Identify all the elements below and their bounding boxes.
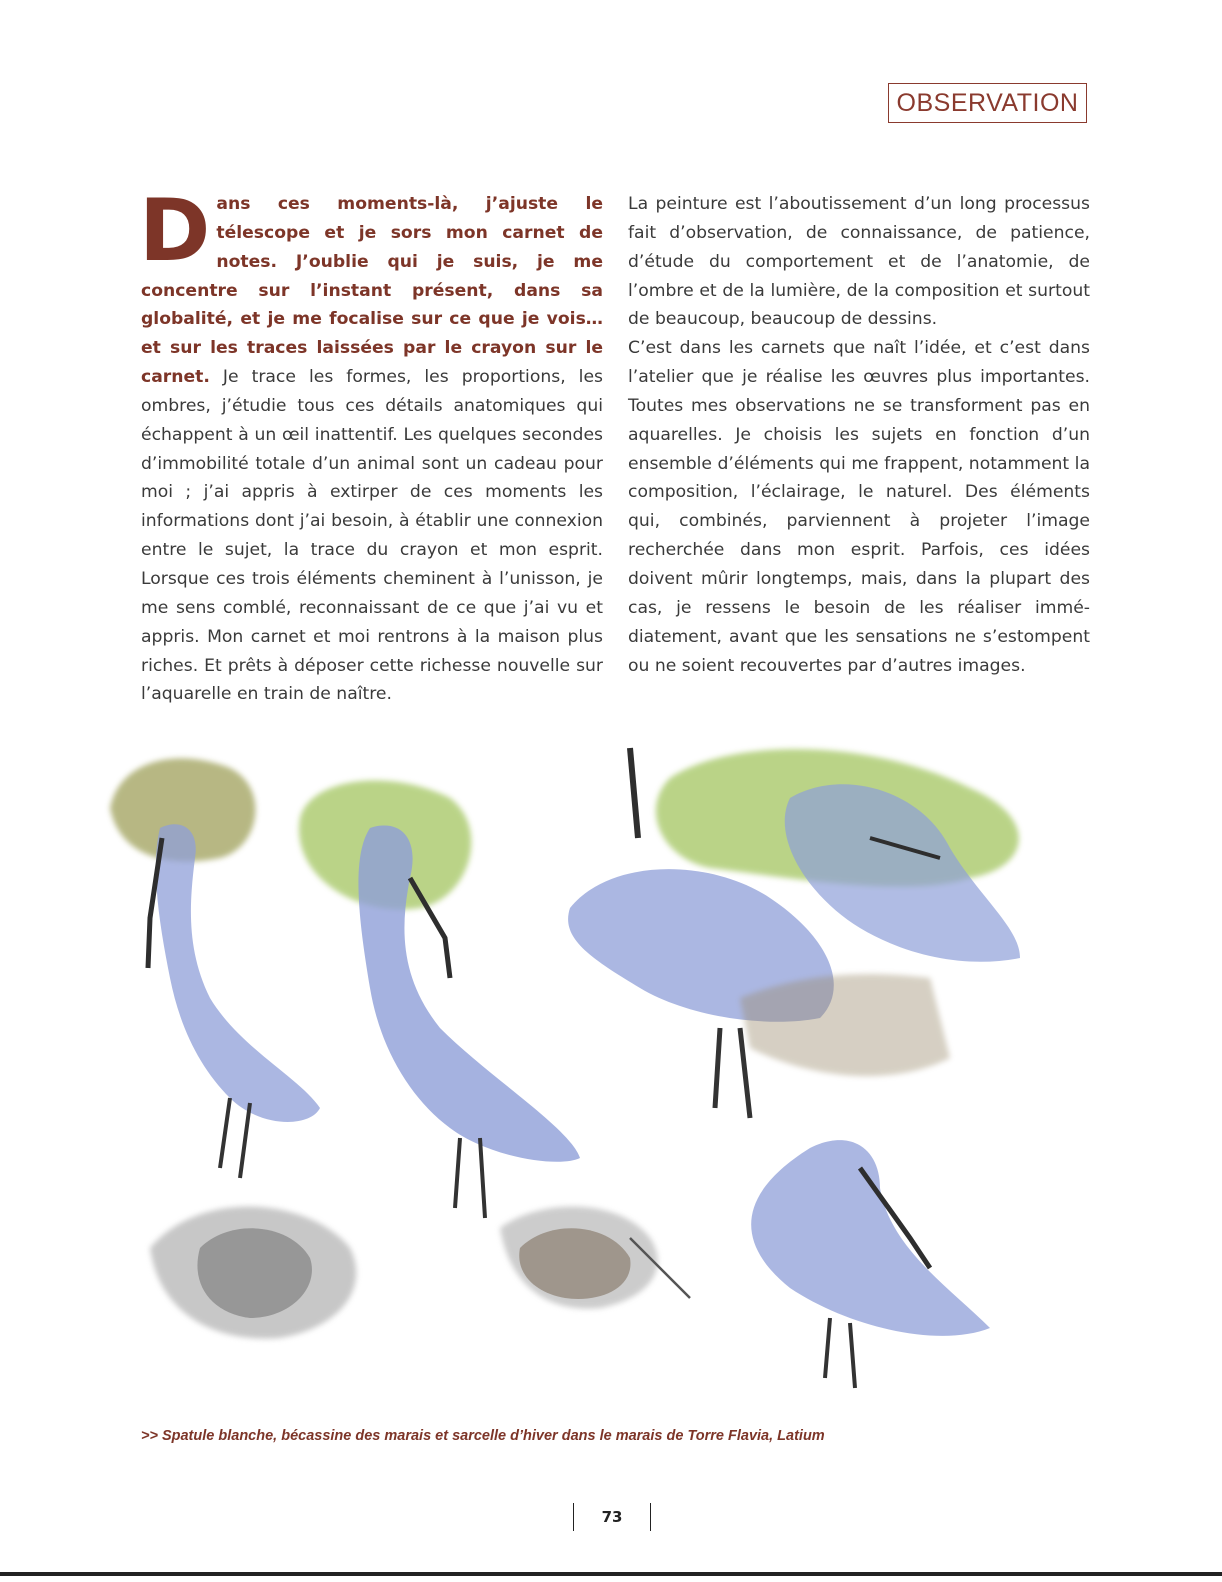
left-column <box>139 181 603 709</box>
right-paragraph-1: La peinture est l’aboutissement d’un long processus fait d’observation, de connaissance, de patience, d’étude du comportement et de l’anatomie, de l’ombre et de la lumière, de la composition et surtout de beaucoup, beaucoup de dessins. <box>628 194 1090 330</box>
right-column <box>628 190 1090 680</box>
spoonbill-5 <box>751 1140 990 1388</box>
spoonbill-1 <box>148 824 320 1178</box>
left-paragraph <box>139 181 603 709</box>
snipe-bird <box>500 1207 690 1309</box>
teal-bird <box>150 1207 356 1339</box>
bottom-rule <box>0 1572 1222 1576</box>
spoonbill-2 <box>358 825 580 1218</box>
body-text: Je trace les formes, les proportions, les ombres, j’étudie tous ces détails anatomiques qui échappent à un œil inattentif. Les quelques secondes d’immobilité totale d’un animal sont un cadeau pour moi ; j’ai appris à extirper de ces moments les informations dont j’ai besoin, à établir une connexion entre le sujet, la trace du crayon et mon esprit. Lorsque ces trois éléments cheminent à l’unisson, je me sens comblé, reconnaissant de ce que j’ai vu et appris. Mon carnet et moi rentrons à la maison plus riches. Et prêts à déposer cette richesse nouvelle sur l’aquarelle en train de naître. <box>141 367 603 705</box>
section-tag: OBSERVATION <box>888 83 1087 123</box>
right-paragraph-2: C’est dans les carnets que naît l’idée, et c’est dans l’atelier que je réalise les œuvres plus importantes. Toutes mes observations ne se transforment pas en aquarelles. Je choisis les sujets en fonction d’un ensemble d’éléments qui me frappent, notamment la composition, l’éclairage, le naturel. Des éléments qui, combinés, parviennent à projeter l’image recherchée dans mon esprit. Parfois, ces idées doivent mûrir longtemps, mais, dans la plupart des cas, je ressens le besoin de les réaliser immédiatement, avant que les sensations ne s’estompent ou ne soient recouvertes par d’autres images. <box>628 338 1090 676</box>
lead-text: ans ces moments-là, j’ajuste le télescope et je sors mon carnet de notes. J’oublie qui je suis, je me concentre sur l’instant présent, dans sa globalité, et je me focalise sur ce que je vois… et sur les traces laissées par le crayon sur le carnet. <box>141 194 603 388</box>
page-number: 73 <box>573 1503 651 1531</box>
drop-cap: D <box>139 181 211 281</box>
watercolor-birds-illustration <box>90 728 1050 1418</box>
figure-caption: >> Spatule blanche, bécassine des marais et sarcelle d’hiver dans le marais de Torre Flavia, Latium <box>141 1428 825 1444</box>
